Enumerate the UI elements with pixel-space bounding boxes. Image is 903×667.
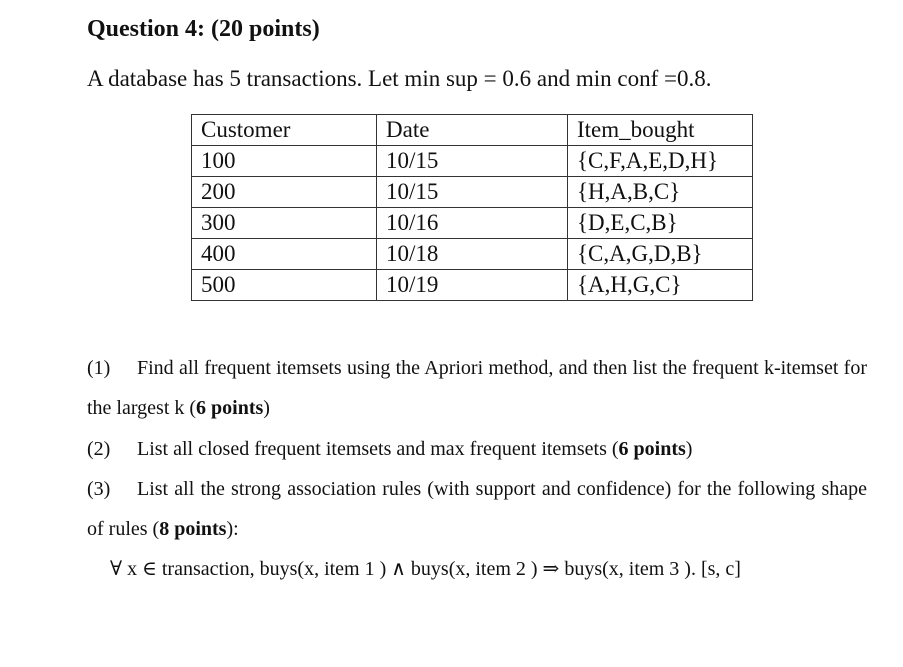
table-row: [192, 208, 753, 239]
task-text: Find all frequent itemsets using the Apriori method, and then list the frequent k-itemset for the largest k (: [87, 357, 867, 419]
cell-items: {A,H,G,C}: [568, 270, 753, 301]
table-row: [192, 146, 753, 177]
table-row: [192, 239, 753, 270]
task-points: 6 points: [196, 397, 264, 419]
task-suffix: ):: [226, 518, 239, 540]
cell-date: 10/15: [377, 146, 568, 177]
task-text: List all closed frequent itemsets and max frequent itemsets (: [137, 438, 619, 460]
cell-customer: 100: [192, 146, 377, 177]
question-intro: A database has 5 transactions. Let min sup = 0.6 and min conf =0.8.: [87, 66, 712, 91]
task-1: [87, 348, 867, 428]
cell-customer: 200: [192, 177, 377, 208]
question-title: Question 4: (20 points): [87, 16, 320, 42]
cell-customer: 300: [192, 208, 377, 239]
cell-items: {C,F,A,E,D,H}: [568, 146, 753, 177]
cell-date: 10/19: [377, 270, 568, 301]
table-row: [192, 177, 753, 208]
cell-date: 10/16: [377, 208, 568, 239]
header-customer: Customer: [192, 115, 377, 146]
task-3: [87, 469, 867, 549]
task-text: List all the strong association rules (with support and confidence) for the following shape of rules (: [87, 478, 867, 540]
transactions-table: [191, 114, 753, 301]
cell-items: {D,E,C,B}: [568, 208, 753, 239]
task-number: (2): [87, 438, 111, 460]
table-header-row: [192, 115, 753, 146]
task-suffix: ): [685, 438, 693, 460]
task-2: [87, 429, 867, 469]
cell-items: {C,A,G,D,B}: [568, 239, 753, 270]
task-number: (3): [87, 478, 111, 500]
task-suffix: ): [263, 397, 270, 419]
task-points: 6 points: [618, 438, 686, 460]
header-item-bought: Item_bought: [568, 115, 753, 146]
task-points: 8 points: [159, 518, 227, 540]
cell-date: 10/18: [377, 239, 568, 270]
cell-date: 10/15: [377, 177, 568, 208]
table-row: [192, 270, 753, 301]
task-number: (1): [87, 357, 111, 379]
cell-items: {H,A,B,C}: [568, 177, 753, 208]
rule-formula: ∀ x ∈ transaction, buys(x, item 1 ) ∧ buys(x, item 2 ) ⇒ buys(x, item 3 ). [s, c]: [110, 558, 741, 580]
header-date: Date: [377, 115, 568, 146]
cell-customer: 500: [192, 270, 377, 301]
cell-customer: 400: [192, 239, 377, 270]
